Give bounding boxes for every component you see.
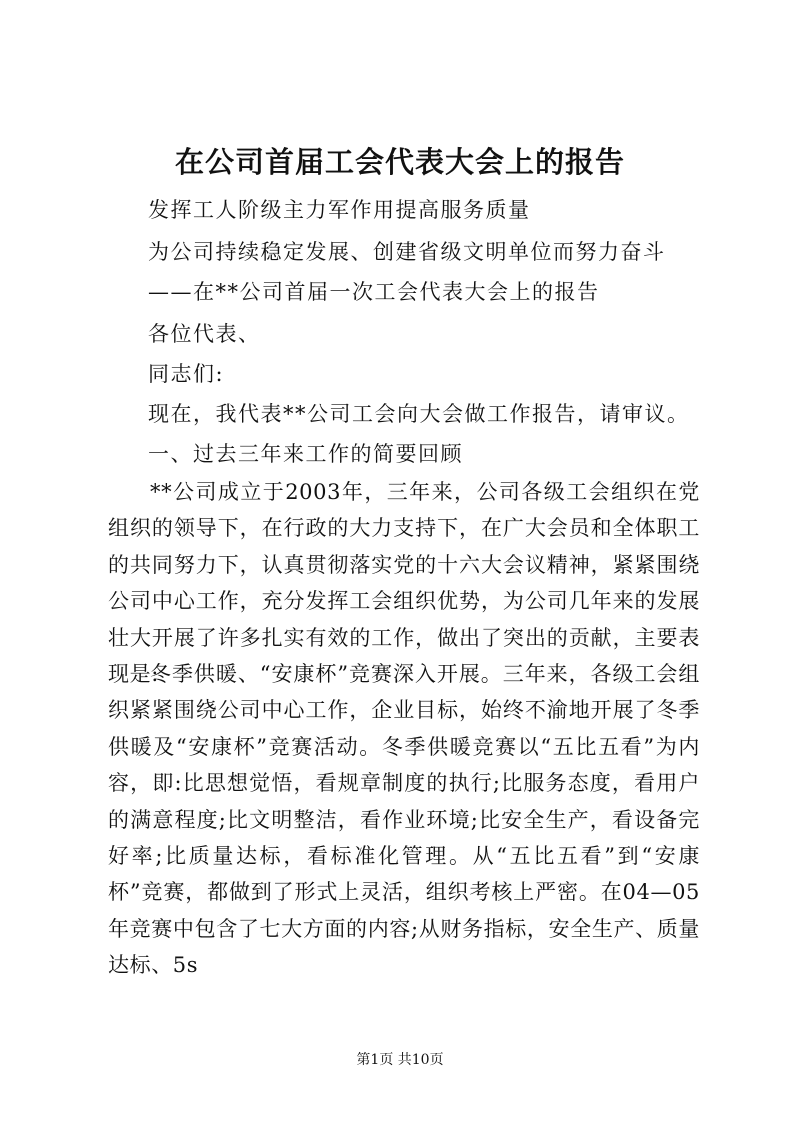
section-heading: 一、过去三年来工作的简要回顾 (148, 442, 463, 466)
body-paragraph-1: **公司成立于2003年，三年来，公司各级工会组织在党组织的领导下，在行政的大力支持下，在广大会员和全体职工的共同努力下，认真贯彻落实党的十六大会议精神，紧紧围绕公司中心工作，充分发挥工会组织优势，为公司几年来的发展壮大开展了许多扎实有效的工作，做出了突出的贡献，主要表现是: (108, 480, 700, 687)
subtitle-line-2: 为公司持续稳定发展、创建省级文明单位而努力奋斗 (148, 240, 666, 264)
subtitle-line-3: ——在**公司首届一次工会代表大会上的报告 (148, 280, 600, 304)
opening-sentence: 现在，我代表**公司工会向大会做工作报告，请审议。 (148, 402, 690, 426)
body-paragraph-2: 冬季供暖、“安康杯”竞赛深入开展。三年来，各级工会组织紧紧围绕公司中心工作，企业目标，始终不渝地开展了冬季供暖及“安康杯”竞赛活动。冬季供暖竞赛以“五比五看”为内容，即:比思想觉悟，看规章制度的执行;比服务态度，看用户的满意程度;比文明整洁，看作业环境;比安全生产，看设备完好率;比质量达标，看标准化管理。从“五比五看”到“安康杯”竞赛，都做到了形式上灵活，组织考核上严密。在04—05年竞赛中包含了七大方面的内容;从财务指标，安全生产、质量达标、5s (108, 662, 700, 978)
subtitle-line-1: 发挥工人阶级主力军作用提高服务质量 (148, 198, 531, 222)
salutation-comrades: 同志们: (148, 362, 225, 386)
salutation-delegates: 各位代表、 (148, 322, 261, 346)
document-title: 在公司首届工会代表大会上的报告 (174, 145, 625, 179)
page-footer: 第1页 共10页 (356, 1052, 444, 1068)
